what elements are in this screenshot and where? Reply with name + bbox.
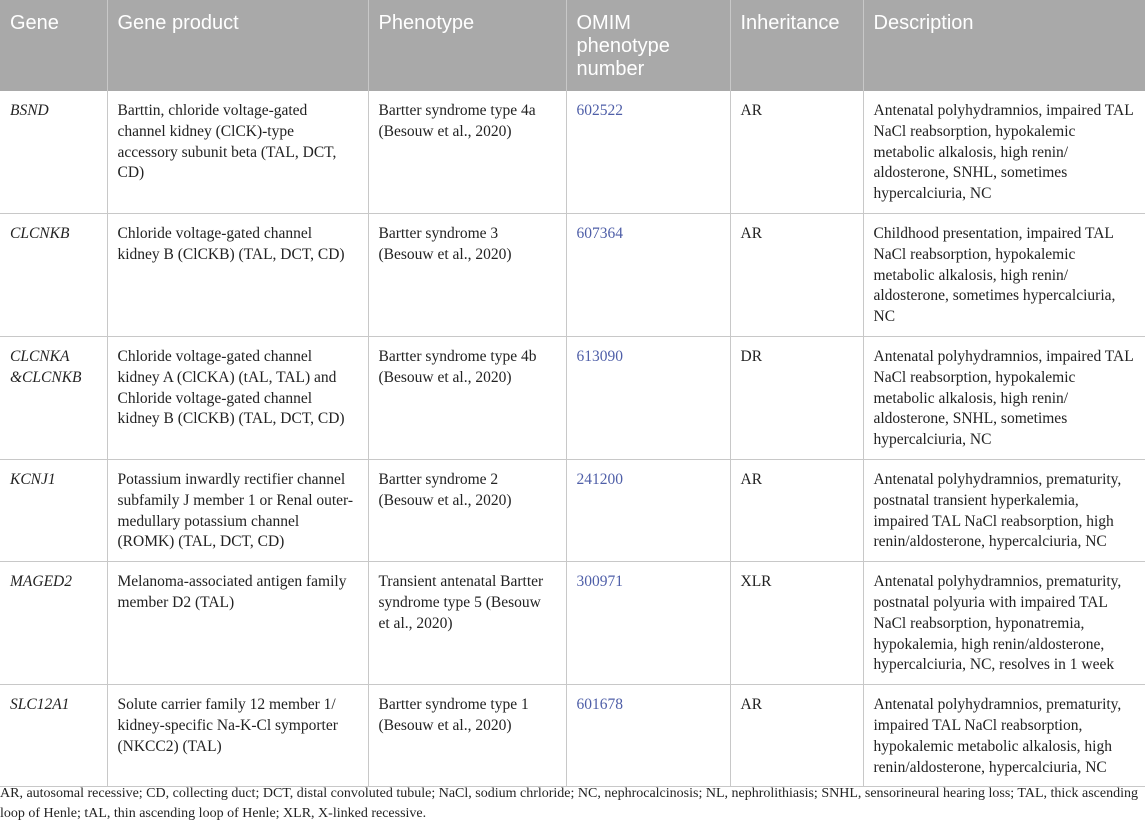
column-header-gene: Gene	[0, 0, 107, 91]
gene-product-cell: Chloride voltage-gated channel kidney B (ClCKB) (TAL, DCT, CD)	[107, 213, 368, 336]
phenotype-cell: Bartter syndrome type 4b (Besouw et al., 2020)	[368, 336, 566, 459]
column-header-inheritance: Inheritance	[730, 0, 863, 91]
gene-cell: MAGED2	[0, 562, 107, 685]
description-cell: Antenatal polyhydramnios, impaired TAL NaCl reabsorption, hypokalemic metabolic alkalosis, high renin/ aldosterone, SNHL, sometimes hypercalciuria, NC	[863, 336, 1145, 459]
description-cell: Antenatal polyhydramnios, prematurity, postnatal polyuria with impaired TAL NaCl reabsorption, hyponatremia, hypokalemia, high renin/aldosterone, hypercalciuria, NC, resolves in 1 week	[863, 562, 1145, 685]
omim-link[interactable]: 607364	[566, 213, 730, 336]
gene-product-cell: Melanoma-associated antigen family member D2 (TAL)	[107, 562, 368, 685]
table-row	[0, 336, 1145, 459]
inheritance-cell: AR	[730, 459, 863, 561]
table-body	[0, 91, 1145, 787]
gene-cell: BSND	[0, 91, 107, 213]
column-header-gene-product: Gene product	[107, 0, 368, 91]
phenotype-cell: Bartter syndrome 2 (Besouw et al., 2020)	[368, 459, 566, 561]
phenotype-cell: Bartter syndrome type 1 (Besouw et al., 2020)	[368, 685, 566, 787]
table-row	[0, 213, 1145, 336]
inheritance-cell: XLR	[730, 562, 863, 685]
gene-cell: CLCNKA &CLCNKB	[0, 336, 107, 459]
inheritance-cell: AR	[730, 91, 863, 213]
phenotype-cell: Transient antenatal Bartter syndrome type 5 (Besouw et al., 2020)	[368, 562, 566, 685]
omim-link[interactable]: 300971	[566, 562, 730, 685]
omim-link[interactable]: 602522	[566, 91, 730, 213]
inheritance-cell: AR	[730, 685, 863, 787]
description-cell: Antenatal polyhydramnios, impaired TAL NaCl reabsorption, hypokalemic metabolic alkalosis, high renin/ aldosterone, SNHL, sometimes hypercalciuria, NC	[863, 91, 1145, 213]
header-row	[0, 0, 1145, 91]
column-header-description: Description	[863, 0, 1145, 91]
table-footnote: AR, autosomal recessive; CD, collecting duct; DCT, distal convoluted tubule; NaCl, sodium chrloride; NC, nephrocalcinosis; NL, nephrolithiasis; SNHL, sensorineural hearing loss; TAL, thick ascending loop of Henle; tAL, thin ascending loop of Henle; XLR, X-linked recessive.	[0, 786, 1138, 821]
phenotype-cell: Bartter syndrome 3 (Besouw et al., 2020)	[368, 213, 566, 336]
gene-product-cell: Chloride voltage-gated channel kidney A (ClCKA) (tAL, TAL) and Chloride voltage-gated channel kidney B (ClCKB) (TAL, DCT, CD)	[107, 336, 368, 459]
table-header	[0, 0, 1145, 91]
gene-product-cell: Potassium inwardly rectifier channel subfamily J member 1 or Renal outer-medullary potassium channel (ROMK) (TAL, DCT, CD)	[107, 459, 368, 561]
omim-link[interactable]: 601678	[566, 685, 730, 787]
table-row	[0, 91, 1145, 213]
description-cell: Antenatal polyhydramnios, prematurity, postnatal transient hyperkalemia, impaired TAL NaCl reabsorption, high renin/aldosterone, hypercalciuria, NC	[863, 459, 1145, 561]
description-cell: Childhood presentation, impaired TAL NaCl reabsorption, hypokalemic metabolic alkalosis, high renin/ aldosterone, sometimes hypercalciuria, NC	[863, 213, 1145, 336]
table-row	[0, 685, 1145, 787]
gene-product-cell: Solute carrier family 12 member 1/ kidney-specific Na-K-Cl symporter (NKCC2) (TAL)	[107, 685, 368, 787]
table-row	[0, 562, 1145, 685]
phenotype-cell: Bartter syndrome type 4a (Besouw et al., 2020)	[368, 91, 566, 213]
inheritance-cell: AR	[730, 213, 863, 336]
gene-product-cell: Barttin, chloride voltage-gated channel kidney (ClCK)-type accessory subunit beta (TAL, DCT, CD)	[107, 91, 368, 213]
gene-cell: SLC12A1	[0, 685, 107, 787]
column-header-omim: OMIM phenotype number	[566, 0, 730, 91]
omim-link[interactable]: 613090	[566, 336, 730, 459]
omim-link[interactable]: 241200	[566, 459, 730, 561]
gene-cell: CLCNKB	[0, 213, 107, 336]
inheritance-cell: DR	[730, 336, 863, 459]
description-cell: Antenatal polyhydramnios, prematurity, impaired TAL NaCl reabsorption, hypokalemic metabolic alkalosis, high renin/aldosterone, hypercalciuria, NC	[863, 685, 1145, 787]
gene-cell: KCNJ1	[0, 459, 107, 561]
column-header-phenotype: Phenotype	[368, 0, 566, 91]
table-row	[0, 459, 1145, 561]
